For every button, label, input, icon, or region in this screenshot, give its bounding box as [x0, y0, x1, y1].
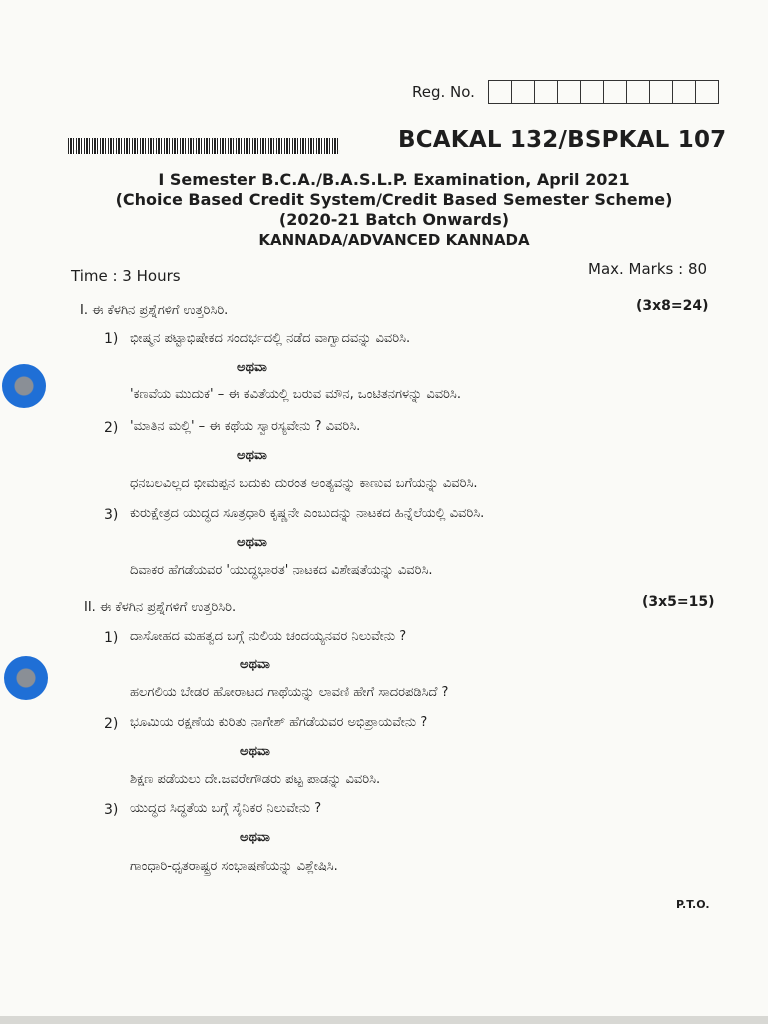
exam-header — [0, 170, 768, 250]
or-label: ಅಥವಾ — [240, 830, 270, 845]
question-number: 3) — [104, 507, 119, 523]
section-title: I. ಈ ಕೆಳಗಿನ ಪ್ರಶ್ನೆಗಳಿಗೆ ಉತ್ತರಿಸಿರಿ. — [80, 303, 229, 318]
or-label: ಅಥವಾ — [237, 360, 267, 375]
section-marks: (3x8=24) — [636, 298, 709, 314]
question-number: 1) — [104, 331, 119, 347]
or-label: ಅಥವಾ — [240, 744, 270, 759]
exam-subject: KANNADA/ADVANCED KANNADA — [258, 231, 530, 249]
section-title: II. ಈ ಕೆಳಗಿನ ಪ್ರಶ್ನೆಗಳಿಗೆ ಉತ್ತರಿಸಿರಿ. — [84, 600, 237, 615]
alternate-question-text: ಧನಬಲವಿಲ್ಲದ ಭೀಮಪ್ಪನ ಬದುಕು ದುರಂತ ಅಂತ್ಯವನ್ನು ಕಾಣುವ ಬಗೆಯನ್ನು ವಿವರಿಸಿ. — [130, 476, 478, 491]
page-edge — [0, 1016, 768, 1024]
or-label: ಅಥವಾ — [237, 448, 267, 463]
question-number: 3) — [104, 802, 119, 818]
alternate-question-text: ಹಲಗಲಿಯ ಬೇಡರ ಹೋರಾಟದ ಗಾಥೆಯನ್ನು ಲಾವಣಿ ಹೇಗೆ ಸಾದರಪಡಿಸಿದೆ ? — [130, 685, 449, 700]
exam-batch: (2020-21 Batch Onwards) — [278, 210, 510, 229]
exam-scheme: (Choice Based Credit System/Credit Based Semester Scheme) — [115, 190, 673, 209]
question-number: 2) — [104, 420, 119, 436]
question-number: 1) — [104, 630, 119, 646]
max-marks-label: Max. Marks : 80 — [588, 260, 708, 278]
alternate-question-text: ಗಾಂಧಾರಿ-ಧೃತರಾಷ್ಟ್ರರ ಸಂಭಾಷಣೆಯನ್ನು ವಿಶ್ಲೇಷಿಸಿ. — [130, 859, 338, 874]
question-text: ದಾಸೋಹದ ಮಹತ್ವದ ಬಗ್ಗೆ ನುಲಿಯ ಚಂದಯ್ಯನವರ ನಿಲುವೇನು ? — [130, 629, 407, 644]
pto-label: P.T.O. — [676, 898, 710, 911]
alternate-question-text: 'ಕಣವೆಯ ಮುದುಕ' – ಈ ಕವಿತೆಯಲ್ಲಿ ಬರುವ ಮೌನ, ಒಂಟಿತನಗಳನ್ನು ವಿವರಿಸಿ. — [130, 387, 461, 402]
alternate-question-text: ಶಿಕ್ಷಣ ಪಡೆಯಲು ದೇ.ಜವರೇಗೌಡರು ಪಟ್ಟ ಪಾಡನ್ನು ವಿವರಿಸಿ. — [130, 772, 381, 787]
barcode — [68, 138, 338, 154]
paper-code: BCAKAL 132/BSPKAL 107 — [398, 127, 727, 153]
or-label: ಅಥವಾ — [237, 535, 267, 550]
alternate-question-text: ದಿವಾಕರ ಹೆಗಡೆಯವರ 'ಯುದ್ಧಭಾರತ' ನಾಟಕದ ವಿಶೇಷತೆಯನ್ನು ವಿವರಿಸಿ. — [130, 563, 433, 578]
reg-no-label: Reg. No. — [412, 83, 475, 101]
question-text: ಭೂಮಿಯ ರಕ್ಷಣೆಯ ಕುರಿತು ನಾಗೇಶ್ ಹೆಗಡೆಯವರ ಅಭಿಪ್ರಾಯವೇನು ? — [130, 715, 428, 730]
question-text: ಯುದ್ಧದ ಸಿದ್ಧತೆಯ ಬಗ್ಗೆ ಸೈನಿಕರ ನಿಲುವೇನು ? — [130, 801, 322, 816]
punch-hole-icon — [4, 656, 48, 700]
question-text: ಭೀಷ್ಮನ ಪಟ್ಟಾಭಿಷೇಕದ ಸಂದರ್ಭದಲ್ಲಿ ನಡೆದ ವಾಗ್ವಾದವನ್ನು ವಿವರಿಸಿ. — [130, 331, 411, 346]
section-marks: (3x5=15) — [642, 594, 715, 610]
question-number: 2) — [104, 716, 119, 732]
time-label: Time : 3 Hours — [71, 267, 181, 285]
reg-no-boxes — [488, 80, 719, 104]
question-text: 'ಮಾತಿನ ಮಲ್ಲಿ' – ಈ ಕಥೆಯ ಸ್ವಾರಸ್ಯವೇನು ? ವಿವರಿಸಿ. — [130, 419, 361, 434]
question-text: ಕುರುಕ್ಷೇತ್ರದ ಯುದ್ಧದ ಸೂತ್ರಧಾರಿ ಕೃಷ್ಣನೇ ಎಂಬುದನ್ನು ನಾಟಕದ ಹಿನ್ನೆಲೆಯಲ್ಲಿ ವಿವರಿಸಿ. — [130, 506, 485, 521]
or-label: ಅಥವಾ — [240, 657, 270, 672]
exam-title: I Semester B.C.A./B.A.S.L.P. Examination, April 2021 — [158, 170, 630, 189]
punch-hole-icon — [2, 364, 46, 408]
